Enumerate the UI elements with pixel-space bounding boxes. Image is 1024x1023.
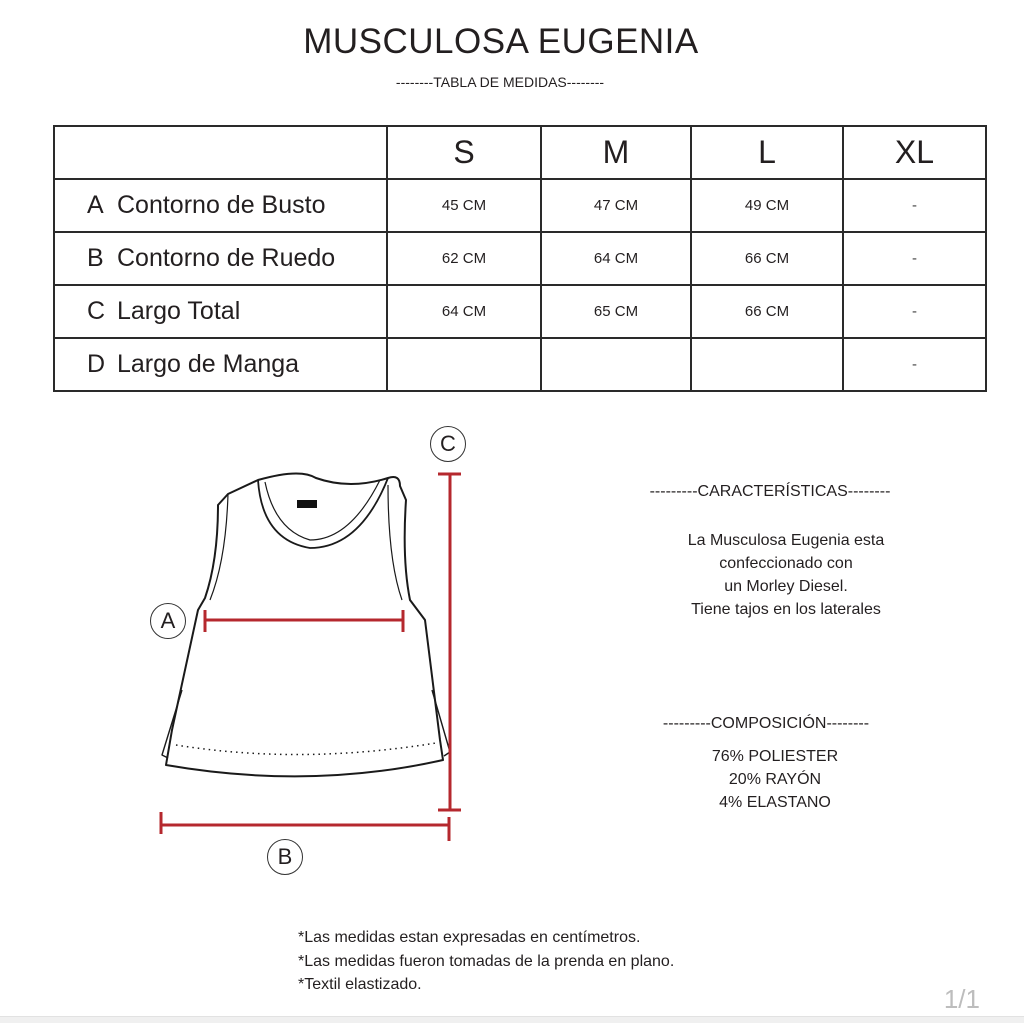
measure-line-b bbox=[161, 812, 449, 841]
measure-value: - bbox=[843, 179, 986, 232]
measure-letter: C bbox=[87, 297, 106, 325]
measure-value: 45 CM bbox=[387, 179, 541, 232]
composicion-line: 76% POLIESTER bbox=[711, 748, 839, 765]
measure-name: Largo de Manga bbox=[117, 350, 300, 378]
caracteristicas-line: Tiene tajos en los laterales bbox=[691, 601, 881, 618]
measure-value: 49 CM bbox=[691, 179, 843, 232]
size-header: M bbox=[541, 126, 691, 179]
measure-line-a bbox=[205, 610, 403, 632]
measure-value: 64 CM bbox=[387, 285, 541, 338]
size-header: XL bbox=[843, 126, 986, 179]
caracteristicas-heading: ---------CARACTERÍSTICAS-------- bbox=[649, 483, 891, 500]
composicion-text bbox=[625, 745, 925, 814]
size-header: L bbox=[691, 126, 843, 179]
footnote: *Textil elastizado. bbox=[298, 976, 422, 993]
composicion-line: 4% ELASTANO bbox=[719, 794, 831, 811]
footnote: *Las medidas fueron tomadas de la prenda en plano. bbox=[298, 952, 675, 970]
composicion-heading: ---------COMPOSICIÓN-------- bbox=[662, 715, 870, 732]
measure-letter: B bbox=[87, 244, 104, 272]
measure-value: 66 CM bbox=[691, 232, 843, 285]
size-header: S bbox=[387, 126, 541, 179]
marker-b: B bbox=[267, 839, 303, 875]
measure-letter: A bbox=[87, 191, 104, 219]
table-subtitle: --------TABLA DE MEDIDAS-------- bbox=[395, 74, 605, 90]
caracteristicas-line: confeccionado con bbox=[719, 555, 853, 572]
measure-name: Contorno de Ruedo bbox=[117, 244, 336, 272]
measure-name: Contorno de Busto bbox=[117, 191, 326, 219]
page-indicator: 1/1 bbox=[943, 984, 980, 1014]
footnotes bbox=[298, 926, 674, 997]
measure-letter: D bbox=[87, 350, 106, 378]
measure-value: - bbox=[843, 338, 986, 391]
measure-value: 47 CM bbox=[541, 179, 691, 232]
marker-a: A bbox=[150, 603, 186, 639]
page-title: MUSCULOSA EUGENIA bbox=[303, 22, 699, 61]
measure-value: - bbox=[843, 285, 986, 338]
measure-value: 64 CM bbox=[541, 232, 691, 285]
measure-value: 65 CM bbox=[541, 285, 691, 338]
caracteristicas-line: La Musculosa Eugenia esta bbox=[687, 532, 885, 549]
caracteristicas-text bbox=[636, 529, 936, 621]
composicion-line: 20% RAYÓN bbox=[728, 771, 822, 788]
measure-value: 66 CM bbox=[691, 285, 843, 338]
measure-value: 62 CM bbox=[387, 232, 541, 285]
brand-label-icon bbox=[297, 500, 317, 508]
measure-name: Largo Total bbox=[117, 297, 241, 325]
marker-c: C bbox=[430, 426, 466, 462]
caracteristicas-line: un Morley Diesel. bbox=[724, 578, 848, 595]
measure-value: - bbox=[843, 232, 986, 285]
footnote: *Las medidas estan expresadas en centímetros. bbox=[298, 929, 641, 946]
